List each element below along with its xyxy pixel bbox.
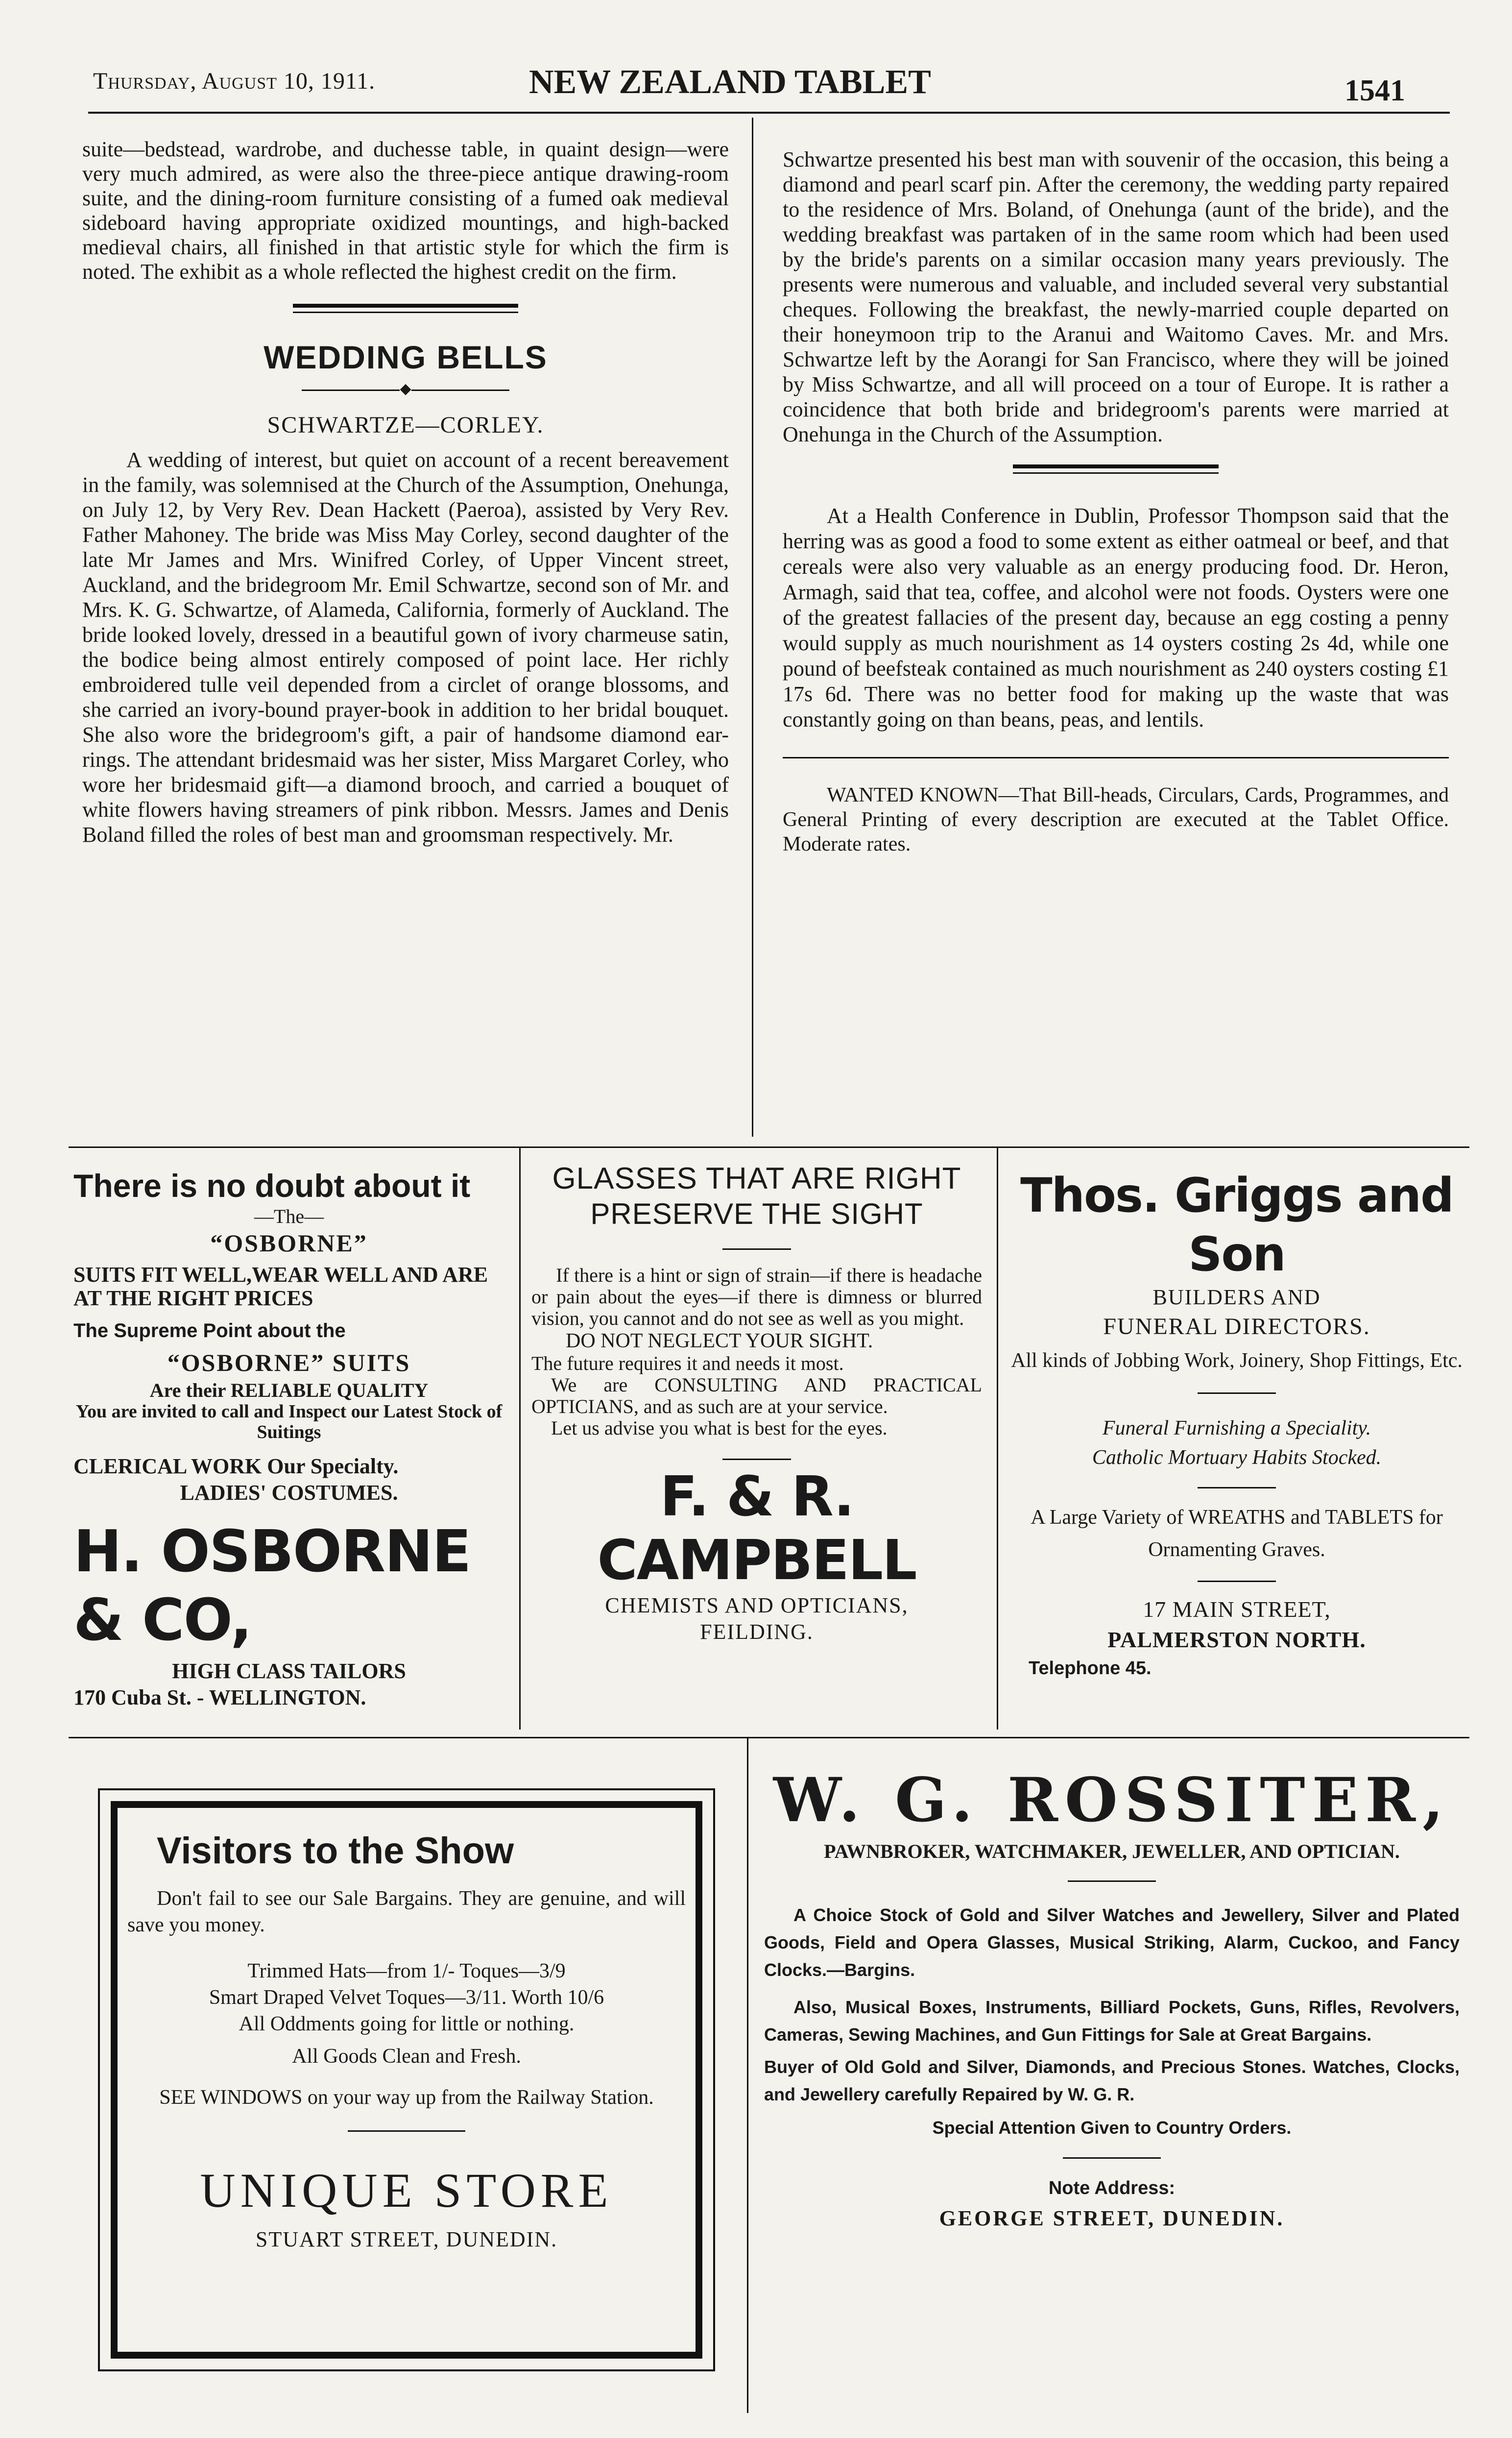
rossiter-stock-2: Also, Musical Boxes, Instruments, Billiard Pockets, Guns, Rifles, Revolvers, Cameras, Sewing Machines, and Gun Fittings for Sale at Great Bargains.	[764, 1997, 1460, 2045]
griggs-firm-name: Thos. Griggs and Son	[1020, 1168, 1453, 1282]
campbell-future: The future requires it and needs it most.	[531, 1352, 844, 1374]
wanted-known-notice: WANTED KNOWN—That Bill-heads, Circulars, Cards, Programmes, and General Printing of every description are executed at the Tablet Office. Moderate rates.	[783, 784, 1449, 855]
unique-store-advert	[98, 1788, 715, 2371]
ads-bottom-rule	[69, 1737, 1469, 1738]
rossiter-trades: PAWNBROKER, WATCHMAKER, JEWELLER, AND OPTICIAN.	[824, 1840, 1400, 1862]
osborne-the: —The—	[254, 1205, 324, 1227]
page-number: 1541	[1344, 74, 1405, 107]
unique-hats: Trimmed Hats—from 1/- Toques—3/9	[247, 1960, 566, 1982]
section-rule	[293, 304, 518, 308]
osborne-tailors: HIGH CLASS TAILORS	[172, 1659, 406, 1683]
campbell-advert	[531, 1161, 982, 1645]
right-column	[783, 147, 1449, 856]
unique-windows: SEE WINDOWS on your way up from the Railway Station.	[159, 2086, 654, 2109]
ad-divider-2	[997, 1146, 998, 1730]
griggs-street: 17 MAIN STREET,	[1143, 1597, 1331, 1622]
osborne-supreme-point: The Supreme Point about the	[73, 1320, 346, 1341]
wedding-continuation: Schwartze presented his best man with souvenir of the occasion, this being a diamond and pearl scarf pin. After the ceremony, the wedding party repaired to the residence of Mrs. Boland, of Onehunga (aunt of the bride), and the wedding breakfast was partaken of in the same room which had been used by the bride's parents on a similar occasion many years previously. The presents were numerous and valuable, and included several very substantial cheques. Following the breakfast, the newly-married couple departed on their honeymoon trip to the Aranui and Waitomo Caves. Mr. and Mrs. Schwartze left by the Aorangi for San Francisco, where they will be joined by Miss Schwartze, and all will proceed on a tour of Europe. It is rather a coincidence that both bride and bridegroom's parents were married at Onehunga in the Church of the Assumption.	[783, 147, 1449, 446]
griggs-jobbing: All kinds of Jobbing Work, Joinery, Shop Fittings, Etc.	[1011, 1349, 1463, 1372]
osborne-clerical: CLERICAL WORK Our Specialty.	[73, 1454, 399, 1478]
header-rule	[88, 112, 1450, 114]
griggs-rule-2	[1198, 1487, 1276, 1488]
section-rule-thin	[293, 312, 518, 313]
campbell-rule	[722, 1248, 791, 1250]
column-divider	[752, 118, 753, 1137]
campbell-trade: CHEMISTS AND OPTICIANS,	[605, 1593, 909, 1617]
griggs-town: PALMERSTON NORTH.	[1107, 1627, 1366, 1652]
wedding-bells-heading: WEDDING BELLS	[264, 339, 548, 375]
osborne-advert	[73, 1166, 504, 1711]
unique-sale: Don't fail to see our Sale Bargains. They are genuine, and will save you money.	[127, 1887, 686, 1936]
griggs-wreaths: A Large Variety of WREATHS and TABLETS for Ornamenting Graves.	[1031, 1506, 1443, 1561]
furniture-paragraph: suite—bedstead, wardrobe, and duchesse table, in quaint design—were very much admired, as were also the three-piece antique drawing-room suite, and the dining-room furniture consisting of a fumed oak medieval sideboard having appropriate oxidized mountings, and high-backed medieval chairs, all finished in that artistic style for which the firm is noted. The exhibit as a whole reflected the highest credit on the firm.	[82, 137, 729, 284]
osborne-suits: “OSBORNE” SUITS	[167, 1349, 411, 1376]
unique-store-border	[111, 1801, 702, 2359]
campbell-headline-2: PRESERVE THE SIGHT	[590, 1197, 923, 1230]
griggs-habits: Catholic Mortuary Habits Stocked.	[1092, 1446, 1382, 1469]
osborne-address: 170 Cuba St. - WELLINGTON.	[73, 1685, 366, 1709]
ornament-diamond-icon: ◆	[400, 381, 411, 397]
griggs-funeral: Funeral Furnishing a Speciality.	[1102, 1417, 1371, 1439]
rossiter-name: W. G. ROSSITER,	[773, 1765, 1451, 1836]
unique-clean: All Goods Clean and Fresh.	[292, 2045, 521, 2068]
rossiter-country: Special Attention Given to Country Orders.	[932, 2118, 1292, 2138]
griggs-trade-2: FUNERAL DIRECTORS.	[1103, 1314, 1370, 1340]
campbell-neglect: DO NOT NEGLECT YOUR SIGHT.	[566, 1330, 873, 1352]
osborne-reliable: Are their RELIABLE QUALITY	[149, 1379, 429, 1401]
rossiter-rule-2	[1063, 2157, 1161, 2159]
unique-store-name: UNIQUE STORE	[200, 2163, 613, 2218]
rossiter-address: GEORGE STREET, DUNEDIN.	[939, 2206, 1285, 2230]
campbell-rule-2	[722, 1459, 791, 1460]
campbell-opticians: We are CONSULTING AND PRACTICAL OPTICIANS, and as such are at your service.	[531, 1374, 982, 1417]
ad-divider-3	[747, 1737, 748, 2413]
osborne-headline: There is no doubt about it	[73, 1168, 471, 1204]
item-rule-thin	[1013, 472, 1219, 474]
rossiter-stock-1: A Choice Stock of Gold and Silver Watches and Jewellery, Silver and Plated Goods, Field and Opera Glasses, Musical Striking, Alarm, Cuckoo, and Fancy Clocks.—Bargins.	[764, 1905, 1460, 1980]
item-rule	[1013, 464, 1219, 468]
griggs-advert	[1009, 1161, 1464, 1682]
ad-divider	[519, 1146, 521, 1730]
osborne-firm-name: H. OSBORNE & CO,	[73, 1517, 471, 1654]
osborne-invited: You are invited to call and Inspect our Latest Stock of Suitings	[75, 1401, 503, 1442]
health-conference-paragraph: At a Health Conference in Dublin, Professor Thompson said that the herring was as good a food to some extent as either oatmeal or beef, and that cereals were also very valuable as an energy producing food. Dr. Heron, Armagh, said that tea, coffee, and alcohol were not foods. Oysters were one of the greatest fallacies of the present day, because an egg costing a penny would supply as much nourishment as 14 oysters costing 2s 4d, while one pound of beefsteak contained as much nourishment as 240 oysters costing £1 17s 6d. There was no better food for making up the waste that was constantly going on than beans, peas, and lentils.	[783, 504, 1449, 731]
campbell-strain-paragraph: If there is a hint or sign of strain—if there is headache or pain about the eyes—if there is dimness or blurred vision, you cannot and do not see as well as you might.	[531, 1264, 982, 1329]
wedding-paragraph: A wedding of interest, but quiet on account of a recent bereavement in the family, was solemnised at the Church of the Assumption, Onehunga, on July 12, by Very Rev. Dean Hackett (Paeroa), assisted by Very Rev. Father Mahoney. The bride was Miss May Corley, second daughter of the late Mr James and Mrs. Winifred Corley, of Upper Vincent street, Auckland, and the bridegroom Mr. Emil Schwartze, second son of Mr. and Mrs. K. G. Schwartze, of Alameda, California, formerly of Auckland. The bride looked lovely, dressed in a beautiful gown of ivory charmeuse satin, the bodice being almost entirely composed of point lace. Her richly embroidered tulle veil depended from a circlet of orange blossoms, and she carried an ivory-bound prayer-book in addition to her bridal bouquet. She also wore the bridegroom's gift, a pair of handsome diamond ear-rings. The attendant bridesmaid was her sister, Miss Margaret Corley, who wore her bridesmaid gift—a diamond brooch, and carried a bouquet of white flowers having streamers of pink ribbon. Messrs. James and Denis Boland filled the roles of best man and groomsman respectively. Mr.	[82, 448, 729, 847]
left-column	[82, 137, 729, 847]
item-rule-2	[783, 757, 1449, 758]
masthead: NEW ZEALAND TABLET	[529, 63, 931, 101]
campbell-headline-1: GLASSES THAT ARE RIGHT	[552, 1162, 961, 1195]
rossiter-buyer: Buyer of Old Gold and Silver, Diamonds, and Precious Stones. Watches, Clocks, and Jewellery carefully Repaired by W. G. R.	[764, 2057, 1460, 2104]
unique-address: STUART STREET, DUNEDIN.	[255, 2227, 558, 2251]
osborne-quote: “OSBORNE”	[210, 1229, 368, 1257]
unique-oddments: All Oddments going for little or nothing.	[239, 2013, 575, 2035]
osborne-suits-fit: SUITS FIT WELL,WEAR WELL AND ARE AT THE RIGHT PRICES	[73, 1263, 488, 1310]
rossiter-advert	[764, 1764, 1460, 2234]
unique-rule	[348, 2130, 465, 2132]
campbell-town: FEILDING.	[700, 1620, 814, 1644]
wedding-subheading: SCHWARTZE—CORLEY.	[267, 412, 544, 438]
griggs-rule	[1198, 1392, 1276, 1394]
griggs-rule-3	[1198, 1581, 1276, 1582]
ads-top-rule	[69, 1146, 1469, 1148]
campbell-advise: Let us advise you what is best for the eyes.	[551, 1417, 888, 1439]
osborne-ladies: LADIES' COSTUMES.	[180, 1481, 398, 1505]
header-date: Thursday, August 10, 1911.	[93, 68, 376, 94]
rossiter-note: Note Address:	[1048, 2178, 1176, 2198]
unique-headline: Visitors to the Show	[157, 1830, 514, 1872]
ornament-rule	[82, 382, 729, 396]
griggs-trade-1: BUILDERS AND	[1152, 1285, 1321, 1309]
rossiter-rule	[1068, 1880, 1156, 1882]
campbell-firm-name: F. & R. CAMPBELL	[597, 1465, 916, 1592]
griggs-telephone: Telephone 45.	[1029, 1658, 1152, 1679]
unique-toques: Smart Draped Velvet Toques—3/11. Worth 10/6	[209, 1986, 604, 2009]
